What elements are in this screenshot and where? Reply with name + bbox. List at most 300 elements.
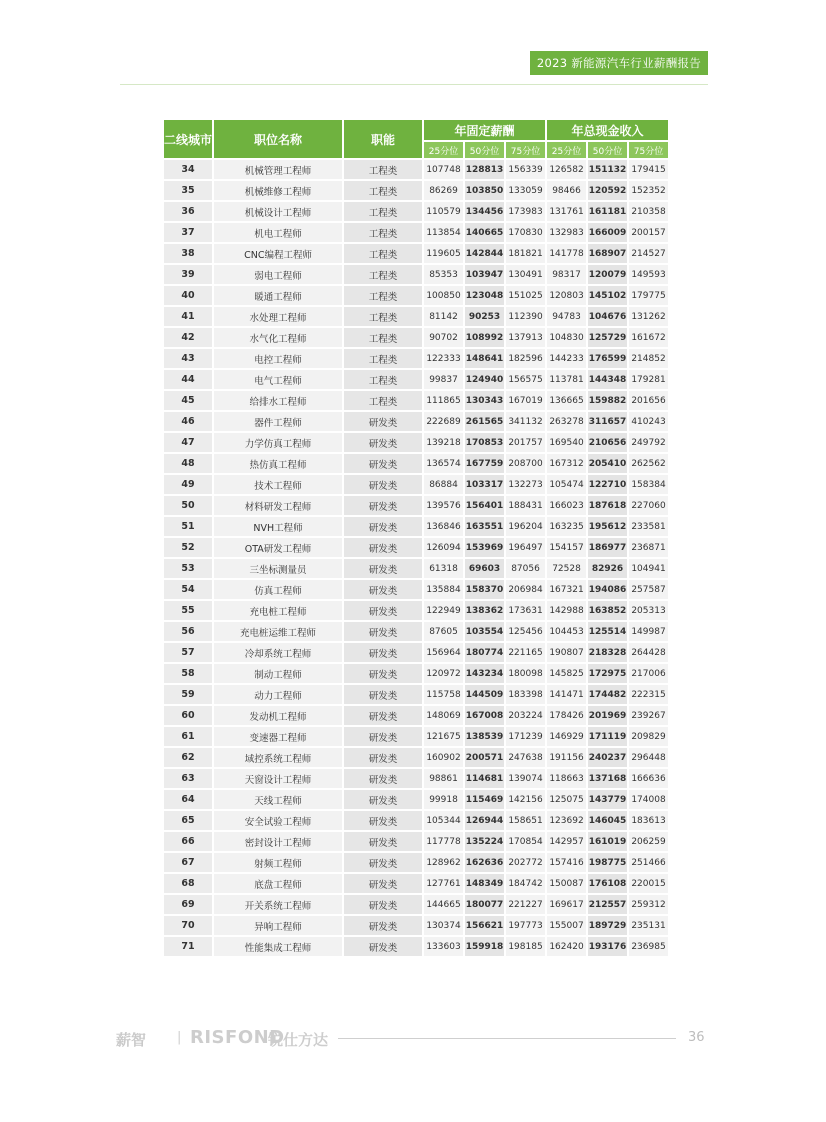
function-cell: 研发类: [344, 664, 422, 683]
total-p50-cell: 172975: [588, 664, 627, 683]
total-p75-cell: 200157: [629, 223, 668, 242]
risfond-logo: RISFOND: [190, 1027, 285, 1048]
row-number: 46: [164, 412, 212, 431]
table-row: [164, 559, 668, 578]
fixed-p25-cell: 81142: [424, 307, 463, 326]
fixed-p75-cell: 196497: [506, 538, 545, 557]
fixed-p50-cell: 140665: [465, 223, 504, 242]
fixed-p50-cell: 138362: [465, 601, 504, 620]
table-row: [164, 832, 668, 851]
total-p25-cell: 178426: [547, 706, 586, 725]
total-p75-cell: 222315: [629, 685, 668, 704]
row-number: 42: [164, 328, 212, 347]
total-p25-cell: 131761: [547, 202, 586, 221]
table-row: [164, 223, 668, 242]
table-row: [164, 748, 668, 767]
total-p25-cell: 157416: [547, 853, 586, 872]
position-name: 器件工程师: [214, 412, 342, 431]
row-number: 61: [164, 727, 212, 746]
fixed-p75-cell: 156575: [506, 370, 545, 389]
row-number: 43: [164, 349, 212, 368]
fixed-p25-cell: 113854: [424, 223, 463, 242]
total-p75-cell: 233581: [629, 517, 668, 536]
fixed-p50-cell: 128813: [465, 160, 504, 179]
header-total-p50: 50分位: [588, 142, 627, 158]
function-cell: 工程类: [344, 370, 422, 389]
total-p25-cell: 120803: [547, 286, 586, 305]
fixed-p50-cell: 134456: [465, 202, 504, 221]
fixed-p50-cell: 156401: [465, 496, 504, 515]
total-p75-cell: 264428: [629, 643, 668, 662]
total-p50-cell: 151132: [588, 160, 627, 179]
total-p50-cell: 198775: [588, 853, 627, 872]
total-p50-cell: 143779: [588, 790, 627, 809]
fixed-p75-cell: 181821: [506, 244, 545, 263]
total-p50-cell: 201969: [588, 706, 627, 725]
total-p75-cell: 214852: [629, 349, 668, 368]
row-number: 51: [164, 517, 212, 536]
position-name: 仿真工程师: [214, 580, 342, 599]
total-p25-cell: 104453: [547, 622, 586, 641]
row-number: 38: [164, 244, 212, 263]
position-name: 机械设计工程师: [214, 202, 342, 221]
total-p50-cell: 159882: [588, 391, 627, 410]
position-name: 充电桩运维工程师: [214, 622, 342, 641]
position-name: 性能集成工程师: [214, 937, 342, 956]
table-row: [164, 580, 668, 599]
total-p75-cell: 227060: [629, 496, 668, 515]
table-row: [164, 769, 668, 788]
function-cell: 研发类: [344, 412, 422, 431]
fixed-p50-cell: 148641: [465, 349, 504, 368]
table-row: [164, 412, 668, 431]
header-fixed-p50: 50分位: [465, 142, 504, 158]
fixed-p75-cell: 221227: [506, 895, 545, 914]
total-p75-cell: 257587: [629, 580, 668, 599]
total-p50-cell: 145102: [588, 286, 627, 305]
fixed-p75-cell: 188431: [506, 496, 545, 515]
row-number: 63: [164, 769, 212, 788]
fixed-p50-cell: 144509: [465, 685, 504, 704]
fixed-p25-cell: 119605: [424, 244, 463, 263]
fixed-p25-cell: 87605: [424, 622, 463, 641]
total-p75-cell: 236985: [629, 937, 668, 956]
row-number: 59: [164, 685, 212, 704]
row-number: 54: [164, 580, 212, 599]
total-p50-cell: 122710: [588, 475, 627, 494]
row-number: 41: [164, 307, 212, 326]
fixed-p50-cell: 115469: [465, 790, 504, 809]
total-p75-cell: 201656: [629, 391, 668, 410]
total-p25-cell: 98466: [547, 181, 586, 200]
fixed-p50-cell: 90253: [465, 307, 504, 326]
fixed-p25-cell: 148069: [424, 706, 463, 725]
total-p75-cell: 296448: [629, 748, 668, 767]
fixed-p25-cell: 222689: [424, 412, 463, 431]
total-p75-cell: 152352: [629, 181, 668, 200]
fixed-p50-cell: 148349: [465, 874, 504, 893]
total-p75-cell: 214527: [629, 244, 668, 263]
row-number: 52: [164, 538, 212, 557]
table-row: [164, 538, 668, 557]
fixed-p25-cell: 117778: [424, 832, 463, 851]
total-p25-cell: 142957: [547, 832, 586, 851]
row-number: 68: [164, 874, 212, 893]
fixed-p25-cell: 122949: [424, 601, 463, 620]
total-p25-cell: 94783: [547, 307, 586, 326]
fixed-p50-cell: 162636: [465, 853, 504, 872]
total-p25-cell: 263278: [547, 412, 586, 431]
fixed-p50-cell: 180774: [465, 643, 504, 662]
row-number: 36: [164, 202, 212, 221]
position-name: 机电工程师: [214, 223, 342, 242]
position-name: 密封设计工程师: [214, 832, 342, 851]
row-number: 66: [164, 832, 212, 851]
fixed-p50-cell: 130343: [465, 391, 504, 410]
function-cell: 研发类: [344, 622, 422, 641]
table-row: [164, 685, 668, 704]
row-number: 49: [164, 475, 212, 494]
position-name: 三坐标测量员: [214, 559, 342, 578]
total-p25-cell: 141471: [547, 685, 586, 704]
function-cell: 研发类: [344, 916, 422, 935]
fixed-p25-cell: 156964: [424, 643, 463, 662]
total-p75-cell: 131262: [629, 307, 668, 326]
fixed-p75-cell: 87056: [506, 559, 545, 578]
total-p50-cell: 161181: [588, 202, 627, 221]
total-p50-cell: 120079: [588, 265, 627, 284]
row-number: 60: [164, 706, 212, 725]
function-cell: 研发类: [344, 853, 422, 872]
position-name: OTA研发工程师: [214, 538, 342, 557]
fixed-p75-cell: 125456: [506, 622, 545, 641]
fixed-p50-cell: 200571: [465, 748, 504, 767]
table-row: [164, 496, 668, 515]
position-name: 天线工程师: [214, 790, 342, 809]
position-name: 开关系统工程师: [214, 895, 342, 914]
function-cell: 研发类: [344, 580, 422, 599]
total-p50-cell: 205410: [588, 454, 627, 473]
fixed-p50-cell: 103554: [465, 622, 504, 641]
position-name: 电气工程师: [214, 370, 342, 389]
fixed-p50-cell: 167759: [465, 454, 504, 473]
function-cell: 研发类: [344, 748, 422, 767]
table-row: [164, 664, 668, 683]
total-p50-cell: 104676: [588, 307, 627, 326]
total-p50-cell: 176108: [588, 874, 627, 893]
function-cell: 研发类: [344, 433, 422, 452]
fixed-p50-cell: 163551: [465, 517, 504, 536]
position-name: 水处理工程师: [214, 307, 342, 326]
total-p50-cell: 168907: [588, 244, 627, 263]
position-name: 机械维修工程师: [214, 181, 342, 200]
total-p25-cell: 190807: [547, 643, 586, 662]
table-row: [164, 475, 668, 494]
total-p50-cell: 210656: [588, 433, 627, 452]
fixed-p75-cell: 201757: [506, 433, 545, 452]
row-number: 58: [164, 664, 212, 683]
total-p50-cell: 125514: [588, 622, 627, 641]
function-cell: 研发类: [344, 937, 422, 956]
total-p75-cell: 259312: [629, 895, 668, 914]
fixed-p25-cell: 120972: [424, 664, 463, 683]
position-name: 材料研发工程师: [214, 496, 342, 515]
total-p25-cell: 126582: [547, 160, 586, 179]
fixed-p75-cell: 198185: [506, 937, 545, 956]
fixed-p50-cell: 126944: [465, 811, 504, 830]
total-p75-cell: 179415: [629, 160, 668, 179]
row-number: 39: [164, 265, 212, 284]
position-name: 安全试验工程师: [214, 811, 342, 830]
function-cell: 工程类: [344, 307, 422, 326]
row-number: 40: [164, 286, 212, 305]
total-p25-cell: 123692: [547, 811, 586, 830]
row-number: 56: [164, 622, 212, 641]
total-p75-cell: 179775: [629, 286, 668, 305]
function-cell: 研发类: [344, 538, 422, 557]
fixed-p75-cell: 112390: [506, 307, 545, 326]
total-p25-cell: 146929: [547, 727, 586, 746]
fixed-p75-cell: 156339: [506, 160, 545, 179]
table-row: [164, 874, 668, 893]
function-cell: 研发类: [344, 874, 422, 893]
row-number: 65: [164, 811, 212, 830]
total-p50-cell: 82926: [588, 559, 627, 578]
total-p50-cell: 240237: [588, 748, 627, 767]
table-row: [164, 643, 668, 662]
fixed-p25-cell: 133603: [424, 937, 463, 956]
fixed-p75-cell: 341132: [506, 412, 545, 431]
fixed-p75-cell: 208700: [506, 454, 545, 473]
position-name: 充电桩工程师: [214, 601, 342, 620]
total-p75-cell: 104941: [629, 559, 668, 578]
function-cell: 研发类: [344, 706, 422, 725]
table-row: [164, 790, 668, 809]
fixed-p50-cell: 103850: [465, 181, 504, 200]
total-p75-cell: 174008: [629, 790, 668, 809]
position-name: 天窗设计工程师: [214, 769, 342, 788]
row-number: 67: [164, 853, 212, 872]
table-row: [164, 706, 668, 725]
fixed-p25-cell: 136846: [424, 517, 463, 536]
fixed-p25-cell: 90702: [424, 328, 463, 347]
position-name: 力学仿真工程师: [214, 433, 342, 452]
fixed-p25-cell: 61318: [424, 559, 463, 578]
header-total-p75: 75分位: [629, 142, 668, 158]
fixed-p75-cell: 180098: [506, 664, 545, 683]
function-cell: 工程类: [344, 202, 422, 221]
table-row: [164, 265, 668, 284]
fixed-p25-cell: 115758: [424, 685, 463, 704]
header-city: 二线城市: [164, 120, 212, 158]
fixed-p25-cell: 139218: [424, 433, 463, 452]
salary-table: [162, 118, 670, 958]
fixed-p25-cell: 86884: [424, 475, 463, 494]
total-p75-cell: 210358: [629, 202, 668, 221]
position-name: 给排水工程师: [214, 391, 342, 410]
fixed-p25-cell: 85353: [424, 265, 463, 284]
total-p75-cell: 161672: [629, 328, 668, 347]
fixed-p50-cell: 180077: [465, 895, 504, 914]
total-p25-cell: 104830: [547, 328, 586, 347]
row-number: 53: [164, 559, 212, 578]
page-number: 36: [688, 1030, 705, 1045]
table-row: [164, 433, 668, 452]
total-p50-cell: 125729: [588, 328, 627, 347]
row-number: 62: [164, 748, 212, 767]
total-p75-cell: 220015: [629, 874, 668, 893]
fixed-p75-cell: 203224: [506, 706, 545, 725]
footer-divider: [338, 1038, 676, 1039]
total-p75-cell: 149593: [629, 265, 668, 284]
fixed-p50-cell: 124940: [465, 370, 504, 389]
fixed-p50-cell: 69603: [465, 559, 504, 578]
function-cell: 研发类: [344, 895, 422, 914]
total-p50-cell: 193176: [588, 937, 627, 956]
function-cell: 工程类: [344, 286, 422, 305]
fixed-p25-cell: 107748: [424, 160, 463, 179]
total-p50-cell: 218328: [588, 643, 627, 662]
total-p75-cell: 209829: [629, 727, 668, 746]
fixed-p25-cell: 99837: [424, 370, 463, 389]
total-p25-cell: 142988: [547, 601, 586, 620]
table-row: [164, 244, 668, 263]
total-p25-cell: 113781: [547, 370, 586, 389]
header-total-cash: 年总现金收入: [547, 120, 668, 140]
total-p25-cell: 166023: [547, 496, 586, 515]
total-p25-cell: 155007: [547, 916, 586, 935]
total-p75-cell: 410243: [629, 412, 668, 431]
table-row: [164, 937, 668, 956]
fixed-p25-cell: 139576: [424, 496, 463, 515]
table-row: [164, 391, 668, 410]
fixed-p25-cell: 126094: [424, 538, 463, 557]
position-name: 异响工程师: [214, 916, 342, 935]
total-p75-cell: 251466: [629, 853, 668, 872]
total-p50-cell: 137168: [588, 769, 627, 788]
header-fixed-p25: 25分位: [424, 142, 463, 158]
total-p50-cell: 166009: [588, 223, 627, 242]
fixed-p25-cell: 160902: [424, 748, 463, 767]
table-row: [164, 811, 668, 830]
position-name: 变速器工程师: [214, 727, 342, 746]
fixed-p75-cell: 247638: [506, 748, 545, 767]
row-number: 57: [164, 643, 212, 662]
fixed-p75-cell: 139074: [506, 769, 545, 788]
position-name: 电控工程师: [214, 349, 342, 368]
header-fixed-salary: 年固定薪酬: [424, 120, 545, 140]
fixed-p75-cell: 151025: [506, 286, 545, 305]
row-number: 34: [164, 160, 212, 179]
total-p75-cell: 179281: [629, 370, 668, 389]
fixed-p75-cell: 184742: [506, 874, 545, 893]
fixed-p75-cell: 170830: [506, 223, 545, 242]
function-cell: 研发类: [344, 769, 422, 788]
total-p75-cell: 236871: [629, 538, 668, 557]
total-p50-cell: 161019: [588, 832, 627, 851]
total-p25-cell: 154157: [547, 538, 586, 557]
row-number: 35: [164, 181, 212, 200]
logo-separator: |: [177, 1030, 182, 1045]
total-p25-cell: 150087: [547, 874, 586, 893]
fixed-p25-cell: 121675: [424, 727, 463, 746]
total-p25-cell: 169540: [547, 433, 586, 452]
fixed-p75-cell: 170854: [506, 832, 545, 851]
total-p25-cell: 72528: [547, 559, 586, 578]
risfond-logo-cn: 锐仕方达: [268, 1031, 329, 1049]
total-p50-cell: 120592: [588, 181, 627, 200]
fixed-p50-cell: 158370: [465, 580, 504, 599]
fixed-p50-cell: 153969: [465, 538, 504, 557]
function-cell: 工程类: [344, 160, 422, 179]
fixed-p25-cell: 100850: [424, 286, 463, 305]
fixed-p75-cell: 206984: [506, 580, 545, 599]
function-cell: 研发类: [344, 454, 422, 473]
fixed-p50-cell: 170853: [465, 433, 504, 452]
row-number: 44: [164, 370, 212, 389]
fixed-p50-cell: 143234: [465, 664, 504, 683]
row-number: 70: [164, 916, 212, 935]
total-p50-cell: 174482: [588, 685, 627, 704]
total-p50-cell: 186977: [588, 538, 627, 557]
header-function: 职能: [344, 120, 422, 158]
row-number: 69: [164, 895, 212, 914]
header-total-p25: 25分位: [547, 142, 586, 158]
report-title-tag: 2023 新能源汽车行业薪酬报告: [530, 51, 708, 75]
fixed-p75-cell: 132273: [506, 475, 545, 494]
table-row: [164, 160, 668, 179]
total-p25-cell: 167312: [547, 454, 586, 473]
total-p25-cell: 98317: [547, 265, 586, 284]
fixed-p50-cell: 108992: [465, 328, 504, 347]
table-row: [164, 895, 668, 914]
function-cell: 研发类: [344, 517, 422, 536]
fixed-p25-cell: 110579: [424, 202, 463, 221]
total-p25-cell: 162420: [547, 937, 586, 956]
table-row: [164, 727, 668, 746]
position-name: 热仿真工程师: [214, 454, 342, 473]
fixed-p25-cell: 111865: [424, 391, 463, 410]
total-p75-cell: 235131: [629, 916, 668, 935]
fixed-p25-cell: 105344: [424, 811, 463, 830]
fixed-p75-cell: 173983: [506, 202, 545, 221]
position-name: 射频工程师: [214, 853, 342, 872]
fixed-p75-cell: 158651: [506, 811, 545, 830]
fixed-p50-cell: 103317: [465, 475, 504, 494]
fixed-p25-cell: 127761: [424, 874, 463, 893]
function-cell: 研发类: [344, 601, 422, 620]
fixed-p25-cell: 136574: [424, 454, 463, 473]
row-number: 45: [164, 391, 212, 410]
row-number: 37: [164, 223, 212, 242]
row-number: 47: [164, 433, 212, 452]
fixed-p50-cell: 138539: [465, 727, 504, 746]
total-p75-cell: 249792: [629, 433, 668, 452]
fixed-p75-cell: 130491: [506, 265, 545, 284]
position-name: 冷却系统工程师: [214, 643, 342, 662]
total-p25-cell: 144233: [547, 349, 586, 368]
fixed-p50-cell: 135224: [465, 832, 504, 851]
fixed-p50-cell: 114681: [465, 769, 504, 788]
total-p25-cell: 167321: [547, 580, 586, 599]
fixed-p50-cell: 261565: [465, 412, 504, 431]
total-p50-cell: 311657: [588, 412, 627, 431]
xinzhi-logo: 薪智: [116, 1031, 147, 1049]
function-cell: 工程类: [344, 265, 422, 284]
fixed-p50-cell: 156621: [465, 916, 504, 935]
fixed-p25-cell: 99918: [424, 790, 463, 809]
table-row: [164, 601, 668, 620]
